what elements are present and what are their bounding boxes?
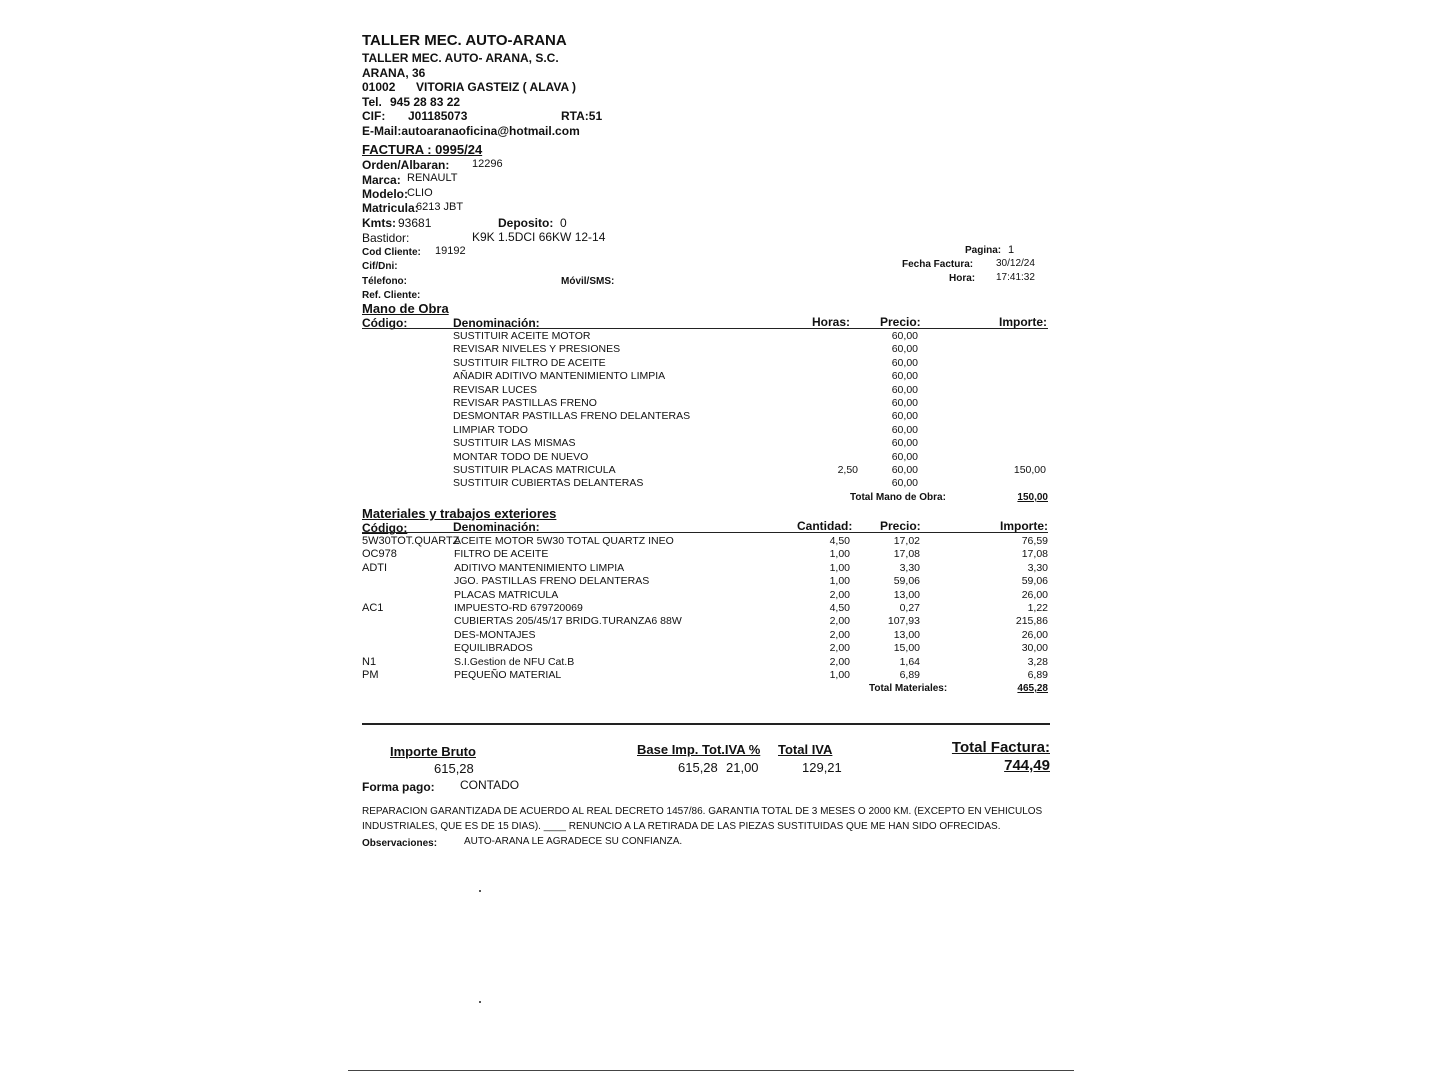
table-row [0, 451, 1440, 464]
material-row-price: 6,89 [899, 669, 920, 681]
table-row [0, 642, 1440, 655]
scan-speck [479, 890, 481, 892]
labor-total-value: 150,00 [1017, 492, 1048, 503]
labor-header-desc: Denominación: [453, 316, 540, 330]
material-row-desc: CUBIERTAS 205/45/17 BRIDG.TURANZA6 88W [454, 615, 682, 628]
total-factura-value: 744,49 [1004, 757, 1050, 774]
material-row-amount: 26,00 [1021, 628, 1048, 641]
company-legal-name: TALLER MEC. AUTO- ARANA, S.C. [362, 51, 559, 65]
labor-row-price: 60,00 [891, 370, 918, 383]
labor-row-price: 60,00 [891, 356, 918, 369]
forma-pago-value: CONTADO [460, 778, 520, 792]
labor-header-rule [362, 328, 1048, 329]
total-iva-value: 129,21 [802, 760, 842, 775]
observaciones-value: AUTO-ARANA LE AGRADECE SU CONFIANZA. [464, 836, 683, 847]
material-row-desc: DES-MONTAJES [454, 628, 536, 641]
labor-section-title: Mano de Obra [362, 301, 449, 316]
materials-header-amount: Importe: [1000, 519, 1048, 533]
company-name: TALLER MEC. AUTO-ARANA [362, 32, 567, 49]
importe-bruto-value: 615,28 [434, 761, 474, 776]
company-city: VITORIA GASTEIZ ( ALAVA ) [416, 80, 576, 94]
table-row [0, 370, 1440, 383]
labor-row-amount: 150,00 [1013, 464, 1046, 476]
labor-header-price: Precio: [880, 315, 921, 329]
table-row [0, 562, 1440, 575]
table-row [0, 330, 1440, 343]
material-row-qty: 2,00 [829, 615, 850, 628]
material-row-price: 15,00 [893, 642, 920, 655]
material-row-price: 13,00 [893, 588, 920, 601]
company-tel: 945 28 83 22 [390, 95, 461, 109]
material-row-amount: 6,89 [1027, 669, 1048, 681]
table-row [0, 384, 1440, 397]
material-row-amount: 76,59 [1021, 535, 1048, 547]
ref-cliente-label: Ref. Cliente: [362, 290, 421, 301]
iva-percent-value: 21,00 [726, 760, 759, 775]
materials-header-code: Código: [362, 521, 408, 535]
table-row [0, 656, 1440, 669]
kmts-value: 93681 [398, 216, 432, 230]
materials-header-rule [362, 532, 1048, 533]
material-row-amount: 1,22 [1027, 602, 1048, 614]
material-row-price: 13,00 [893, 628, 920, 641]
material-row-amount: 30,00 [1021, 642, 1048, 655]
cod-cliente-value: 19192 [435, 245, 466, 257]
deposito-label: Deposito: [498, 216, 554, 230]
material-row-price: 1,64 [899, 655, 920, 668]
material-row-price: 17,02 [893, 535, 920, 547]
matricula-value: 6213 JBT [416, 201, 464, 213]
total-iva-label: Total IVA [778, 742, 833, 757]
material-row-price: 59,06 [893, 575, 920, 588]
material-row-code: OC978 [362, 548, 397, 561]
material-row-amount: 26,00 [1021, 588, 1048, 601]
material-row-desc: PEQUEÑO MATERIAL [454, 669, 562, 681]
base-imp-label: Base Imp. Tot.IVA % [637, 742, 761, 757]
labor-row-price: 60,00 [891, 397, 918, 409]
material-row-amount: 3,28 [1027, 655, 1048, 668]
material-row-code: N1 [362, 655, 377, 668]
telefono-label: Télefono: [362, 276, 407, 287]
table-row [0, 410, 1440, 423]
modelo-value: CLIO [407, 187, 433, 199]
material-row-code: ADTI [362, 561, 388, 574]
orden-label: Orden/Albaran: [362, 158, 450, 172]
labor-row-desc: SUSTITUIR FILTRO DE ACEITE [453, 356, 606, 369]
material-row-code: AC1 [362, 602, 384, 614]
marca-label: Marca: [362, 173, 401, 187]
company-cif: J01185073 [408, 109, 468, 123]
pagina-label: Pagina: [965, 245, 1002, 256]
observaciones-label: Observaciones: [362, 838, 438, 849]
legal-line-2: INDUSTRIALES, QUE ES DE 15 DIAS). ____ RENUNCIO A LA RETIRADA DE LAS PIEZAS SUSTITUIDAS QUE ME HAN SIDO OFRECIDAS. [362, 821, 1001, 832]
material-row-amount: 3,30 [1027, 561, 1048, 574]
labor-header-amount: Importe: [999, 315, 1047, 329]
cod-cliente-label: Cod Cliente: [362, 247, 421, 258]
material-row-qty: 1,00 [829, 548, 850, 561]
labor-row-desc: REVISAR PASTILLAS FRENO [453, 397, 597, 409]
labor-row-price: 60,00 [891, 423, 918, 436]
material-row-price: 0,27 [899, 602, 920, 614]
table-row [0, 437, 1440, 450]
table-row [0, 535, 1440, 548]
importe-bruto-label: Importe Bruto [390, 744, 476, 759]
labor-total-label: Total Mano de Obra: [850, 492, 946, 503]
fecha-value: 30/12/24 [996, 258, 1035, 269]
labor-row-desc: SUSTITUIR LAS MISMAS [453, 437, 576, 450]
material-row-code: 5W30TOT.QUARTZ [362, 535, 460, 547]
table-row [0, 397, 1440, 410]
materials-section-title: Materiales y trabajos exteriores [362, 506, 557, 521]
labor-row-price: 60,00 [891, 464, 918, 476]
labor-row-price: 60,00 [891, 343, 918, 356]
material-row-desc: PLACAS MATRICULA [454, 588, 559, 601]
labor-row-desc: AÑADIR ADITIVO MANTENIMIENTO LIMPIA [453, 370, 666, 383]
labor-header-hours: Horas: [812, 315, 851, 329]
labor-row-price: 60,00 [891, 330, 918, 342]
forma-pago-label: Forma pago: [362, 780, 435, 794]
material-row-qty: 1,00 [829, 561, 850, 574]
kmts-label: Kmts: [362, 216, 397, 230]
orden-value: 12296 [472, 158, 503, 170]
table-row [0, 629, 1440, 642]
material-row-amount: 59,06 [1021, 575, 1048, 588]
material-row-code: PM [362, 669, 379, 681]
material-row-desc: IMPUESTO-RD 679720069 [454, 602, 583, 614]
table-row [0, 589, 1440, 602]
labor-row-price: 60,00 [891, 477, 918, 490]
labor-row-price: 60,00 [891, 410, 918, 423]
table-row [0, 548, 1440, 561]
material-row-qty: 2,00 [829, 642, 850, 655]
table-row [0, 615, 1440, 628]
materials-header-desc: Denominación: [453, 520, 540, 534]
material-row-desc: ACEITE MOTOR 5W30 TOTAL QUARTZ INEO [454, 535, 674, 547]
invoice-title: FACTURA : 0995/24 [362, 142, 483, 157]
marca-value: RENAULT [407, 172, 458, 184]
material-row-desc: JGO. PASTILLAS FRENO DELANTERAS [454, 575, 650, 588]
material-row-desc: ADITIVO MANTENIMIENTO LIMPIA [454, 561, 625, 574]
table-row [0, 424, 1440, 437]
labor-row-price: 60,00 [891, 383, 918, 396]
labor-row-desc: REVISAR NIVELES Y PRESIONES [453, 343, 621, 356]
table-row [0, 602, 1440, 615]
base-imp-value: 615,28 [678, 760, 718, 775]
materials-header-qty: Cantidad: [797, 519, 853, 533]
material-row-qty: 2,00 [829, 588, 850, 601]
table-row [0, 575, 1440, 588]
material-row-price: 17,08 [893, 548, 920, 561]
pagina-value: 1 [1008, 244, 1015, 256]
total-factura-label: Total Factura: [951, 739, 1050, 756]
table-row [0, 343, 1440, 356]
labor-row-hours: 2,50 [837, 464, 858, 476]
hora-value: 17:41:32 [996, 272, 1035, 283]
labor-row-desc: REVISAR LUCES [453, 383, 538, 396]
labor-row-desc: LIMPIAR TODO [453, 423, 528, 436]
material-row-qty: 4,50 [829, 535, 850, 547]
company-email: E-Mail:autoaranaoficina@hotmail.com [362, 124, 580, 138]
bastidor-label: Bastidor: [362, 231, 410, 245]
fecha-label: Fecha Factura: [902, 259, 974, 270]
scan-speck [479, 1001, 481, 1003]
labor-row-desc: DESMONTAR PASTILLAS FRENO DELANTERAS [453, 410, 691, 423]
bastidor-value: K9K 1.5DCI 66KW 12-14 [472, 230, 606, 244]
table-row [0, 464, 1440, 477]
company-tel-label: Tel. [362, 95, 382, 109]
labor-row-desc: SUSTITUIR CUBIERTAS DELANTERAS [453, 477, 644, 490]
company-rta: RTA:51 [561, 109, 603, 123]
labor-row-price: 60,00 [891, 437, 918, 450]
material-row-desc: EQUILIBRADOS [454, 642, 533, 655]
material-row-qty: 1,00 [829, 669, 850, 681]
company-postal-code: 01002 [362, 80, 396, 94]
company-street: ARANA, 36 [362, 66, 426, 80]
labor-row-desc: SUSTITUIR PLACAS MATRICULA [453, 464, 616, 476]
labor-row-price: 60,00 [891, 450, 918, 463]
labor-header-code: Código: [362, 316, 408, 330]
material-row-price: 3,30 [899, 561, 920, 574]
hora-label: Hora: [949, 273, 976, 284]
material-row-qty: 1,00 [829, 575, 850, 588]
material-row-desc: S.I.Gestion de NFU Cat.B [454, 655, 575, 668]
labor-row-desc: SUSTITUIR ACEITE MOTOR [453, 330, 591, 342]
materials-header-price: Precio: [880, 519, 921, 533]
page-bottom-rule [348, 1070, 1074, 1071]
materials-total-value: 465,28 [1017, 683, 1048, 694]
labor-row-desc: MONTAR TODO DE NUEVO [453, 450, 589, 463]
totals-rule [362, 723, 1050, 725]
table-row [0, 477, 1440, 490]
matricula-label: Matricula: [362, 201, 419, 215]
material-row-qty: 2,00 [829, 628, 850, 641]
modelo-label: Modelo: [362, 187, 408, 201]
material-row-qty: 4,50 [829, 602, 850, 614]
deposito-value: 0 [560, 216, 567, 230]
material-row-price: 107,93 [887, 615, 920, 628]
table-row [0, 669, 1440, 682]
material-row-qty: 2,00 [829, 655, 850, 668]
material-row-amount: 215,86 [1015, 615, 1048, 628]
movil-label: Móvil/SMS: [561, 276, 615, 287]
material-row-desc: FILTRO DE ACEITE [454, 548, 549, 561]
cif-dni-label: Cif/Dni: [362, 261, 398, 272]
table-row [0, 357, 1440, 370]
materials-total-label: Total Materiales: [869, 683, 948, 694]
company-cif-label: CIF: [362, 109, 386, 123]
material-row-amount: 17,08 [1021, 548, 1048, 561]
legal-line-1: REPARACION GARANTIZADA DE ACUERDO AL REAL DECRETO 1457/86. GARANTIA TOTAL DE 3 MESES O 2000 KM. (EXCEPTO EN VEHICULOS [362, 806, 1043, 817]
